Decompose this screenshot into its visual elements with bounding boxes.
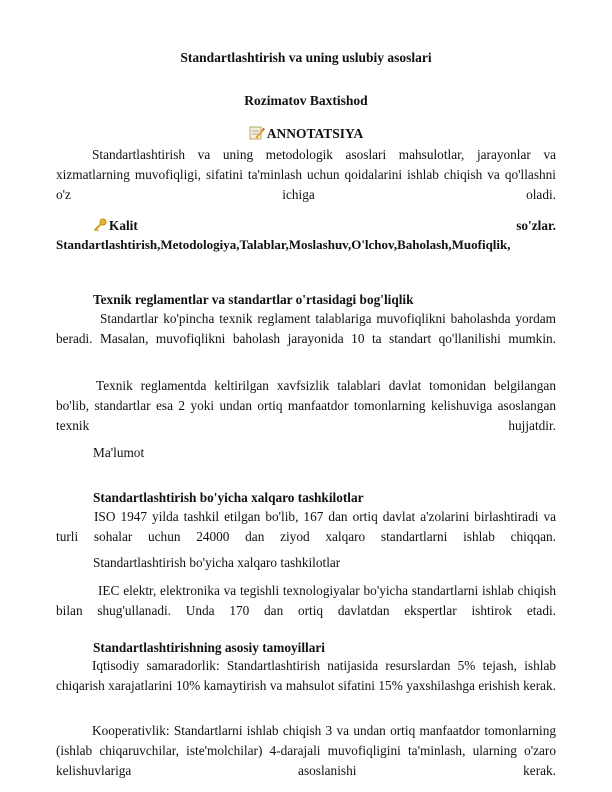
section3-paragraph-1: Iqtisodiy samaradorlik: Standartlashtirish natijasida resurslardan 5% tejash, ishlab chiqarish xarajatlarini 10% kamaytirish va mahsulot sifatini 15% yaxshilashga erishish kerak. <box>56 658 556 693</box>
section2-paragraph-1: ISO 1947 yilda tashkil etilgan bo'lib, 167 dan ortiq davlat a'zolarini birlashtiradi va turli sohalar uchun 24000 dan ziyod xalqaro standartlarni ishlab chiqqan. <box>56 509 556 544</box>
section3-heading: Standartlashtirishning asosiy tamoyillari <box>93 640 325 655</box>
document-title: Standartlashtirish va uning uslubiy asoslari <box>180 50 432 65</box>
section3-paragraph-2: Kooperativlik: Standartlarni ishlab chiqish 3 va undan ortiq manfaatdor tomonlarning (ishlab chiqaruvchilar, iste'molchilar) 4-darajali muvofiqligini ta'minlash, ularning o'zaro kelishuvlariga asoslanishi kerak. <box>56 723 556 778</box>
keywords-label-left: Kalit <box>109 218 138 233</box>
section1-paragraph-2: Texnik reglamentda keltirilgan xavfsizlik talablari davlat tomonidan belgilangan bo'lib, standartlar esa 2 yoki undan ortiq manfaatdor tomonlarning kelishuviga asoslangan texnik hujjatdir. <box>56 378 556 433</box>
annotation-heading <box>0 126 612 142</box>
section1-heading: Texnik reglamentlar va standartlar o'rtasidagi bog'liqlik <box>93 292 414 307</box>
key-icon <box>93 218 107 232</box>
keywords-label-right: so'zlar. <box>516 218 556 233</box>
annotation-text: Standartlashtirish va uning metodologik asoslari mahsulotlar, jarayonlar va xizmatlarning muvofiqligi, sifatini ta'minlash uchun qoidalarini ishlab chiqish va qo'llashni o'z ichiga oladi. <box>56 147 556 202</box>
author-name: Rozimatov Baxtishod <box>244 93 368 108</box>
annotation-heading-text: ANNOTATSIYA <box>266 126 364 141</box>
section1-paragraph-3: Ma'lumot <box>93 445 145 460</box>
memo-icon <box>249 126 265 140</box>
keywords-line <box>93 216 556 236</box>
section1-paragraph-1: Standartlar ko'pincha texnik reglament talablariga muvofiqlikni baholashda yordam beradi. Masalan, muvofiqlikni baholash jarayonida 10 ta standart qo'llanilishi mumkin. <box>56 311 556 346</box>
section2-heading: Standartlashtirish bo'yicha xalqaro tashkilotlar <box>93 490 364 505</box>
section2-paragraph-2: Standartlashtirish bo'yicha xalqaro tashkilotlar <box>93 555 341 570</box>
keywords-list: Standartlashtirish,Metodologiya,Talablar,Moslashuv,O'lchov,Baholash,Muofiqlik, <box>56 237 511 252</box>
section2-paragraph-3: IEC elektr, elektronika va tegishli texnologiyalar bo'yicha standartlarni ishlab chiqish bilan shug'ullanadi. Unda 170 dan ortiq davlatdan ekspertlar ishtirok etadi. <box>56 583 556 618</box>
